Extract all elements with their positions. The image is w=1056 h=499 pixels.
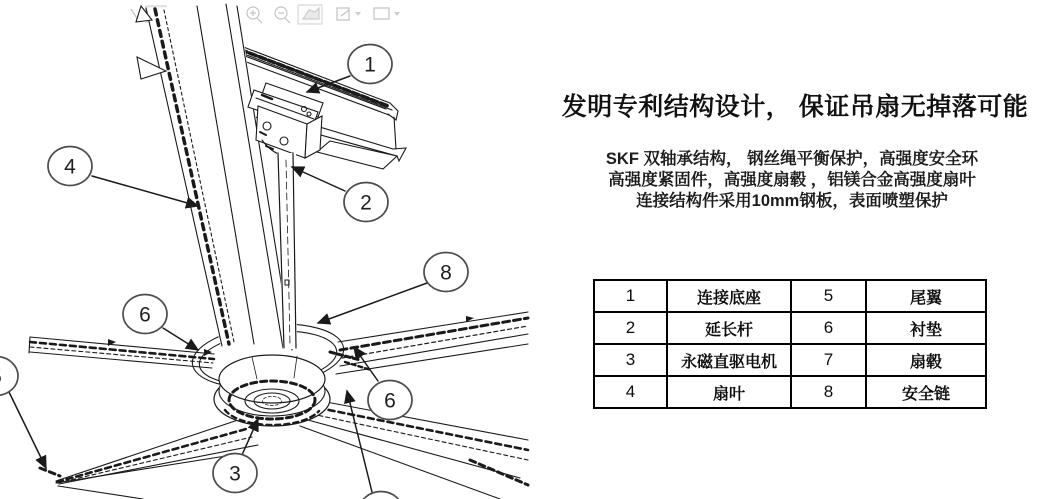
page-title: 发明专利结构设计， 保证吊扇无掉落可能 xyxy=(561,93,1029,121)
callout-arrow xyxy=(9,392,46,468)
callout-label: 8 xyxy=(440,261,452,285)
callout-8 xyxy=(318,253,468,324)
feature-description xyxy=(528,149,1056,212)
part-number-cell: 7 xyxy=(791,344,866,376)
parts-table xyxy=(593,279,987,409)
viewport-icon[interactable] xyxy=(374,8,400,19)
callout-label: 6 xyxy=(384,389,396,413)
callout-label: 3 xyxy=(229,462,241,486)
table-row xyxy=(594,312,986,344)
table-row xyxy=(594,376,986,408)
part-number-cell: 1 xyxy=(594,280,667,312)
part-name-cell: 延长杆 xyxy=(667,312,791,344)
zoom-out-icon[interactable] xyxy=(275,7,290,23)
part-number-cell: 5 xyxy=(791,280,866,312)
part-name-cell: 永磁直驱电机 xyxy=(667,344,791,376)
description-line-1: SKF 双轴承结构， 钢丝绳平衡保护，高强度安全环 xyxy=(605,150,979,168)
callout-1 xyxy=(307,45,392,93)
callout-arrow xyxy=(354,347,378,381)
callout-arrow xyxy=(163,328,198,350)
motor-hub xyxy=(214,355,330,426)
callout-label: 1 xyxy=(364,53,376,77)
callout-arrow xyxy=(318,283,427,323)
part-number-cell: 6 xyxy=(791,312,866,344)
part-name-cell: 扇毂 xyxy=(866,344,986,376)
part-name-cell: 衬垫 xyxy=(866,312,986,344)
zoom-in-icon[interactable] xyxy=(247,7,262,23)
part-number-cell: 2 xyxy=(594,312,667,344)
table-row xyxy=(594,344,986,376)
callout-arrow xyxy=(92,176,198,206)
sketch-icon[interactable] xyxy=(337,8,361,20)
description-line-2: 高强度紧固件，高强度扇毂 ，铝镁合金高强度扇叶 xyxy=(608,171,976,189)
callout-label: 4 xyxy=(64,155,76,179)
callout-6-left xyxy=(123,295,198,351)
callout-label: 6 xyxy=(139,303,151,327)
table-row xyxy=(594,280,986,312)
callout-label: 2 xyxy=(360,191,372,215)
callout-label xyxy=(0,366,2,389)
callout-5 xyxy=(0,357,46,469)
part-name-cell: 扇叶 xyxy=(667,376,791,408)
part-name-cell: 尾翼 xyxy=(866,280,986,312)
description-line-3: 连接结构件采用10mm钢板，表面喷塑保护 xyxy=(636,192,948,210)
info-panel xyxy=(528,0,1056,499)
callout-3 xyxy=(213,419,258,493)
fan-blade-upper xyxy=(136,4,293,350)
part-name-cell: 连接底座 xyxy=(667,280,791,312)
fan-blade-lower-right xyxy=(300,398,528,499)
fan-blade-right xyxy=(330,312,528,374)
callout-4 xyxy=(48,147,198,207)
part-number-cell: 4 xyxy=(594,376,667,408)
fan-blade-left xyxy=(29,337,214,368)
part-name-cell: 安全链 xyxy=(866,376,986,408)
callout-arrow xyxy=(292,167,345,191)
part-number-cell: 8 xyxy=(791,376,866,408)
shaded-view-icon[interactable] xyxy=(298,5,322,24)
part-number-cell: 3 xyxy=(594,344,667,376)
callout-2 xyxy=(292,167,388,222)
